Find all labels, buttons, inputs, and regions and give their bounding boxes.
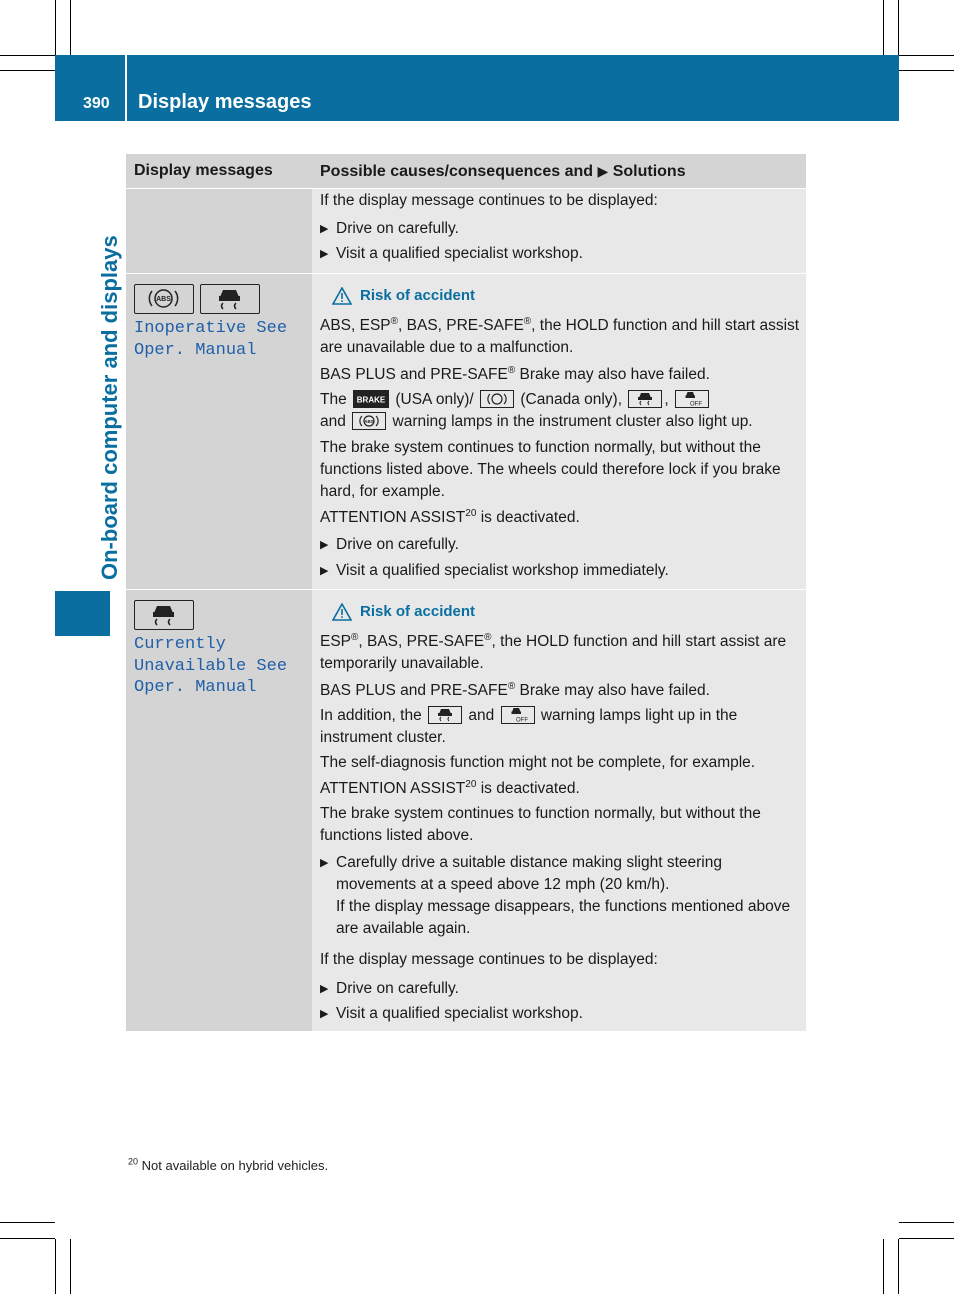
text: ESP [320, 633, 352, 650]
esp-skid-icon [200, 284, 260, 314]
registered-mark: ® [507, 364, 516, 376]
crop-mark [899, 70, 954, 71]
esp-off-icon [501, 706, 535, 724]
page-header [55, 55, 899, 121]
col-header-causes-text: Possible causes/consequences and [320, 162, 594, 180]
message-cell [126, 590, 312, 1031]
paragraph [320, 705, 800, 749]
abs-warning-icon [134, 284, 194, 314]
text: and [468, 707, 495, 724]
text: The [320, 391, 347, 408]
crop-mark [0, 55, 55, 56]
footnote-number: 20 [128, 1156, 139, 1167]
list-item [320, 1003, 800, 1025]
triangle-right-icon: ▶ [597, 162, 609, 179]
table-row [126, 589, 806, 1031]
text: Brake may also have failed. [515, 682, 710, 699]
text: , BAS, PRE-SAFE [398, 317, 524, 334]
page-number: 390 [83, 95, 110, 112]
text: (Canada only), [520, 391, 623, 408]
list-item [320, 560, 800, 582]
message-text: Unavailable See [134, 656, 288, 676]
message-cell [126, 274, 312, 589]
esp-skid-icon [134, 600, 194, 630]
paragraph [320, 315, 800, 359]
esp-skid-icon [628, 390, 662, 408]
message-text: Currently [134, 635, 226, 654]
col-header-causes [312, 160, 806, 183]
text: ATTENTION ASSIST [320, 780, 466, 797]
crop-mark [55, 0, 56, 55]
bullet-arrow-icon: ▶ [320, 1008, 329, 1020]
section-title-vertical: On-board computer and displays [97, 235, 122, 580]
paragraph: If the display message continues to be displayed: [320, 951, 658, 968]
footnote-ref: 20 [465, 507, 477, 519]
brake-warning-icon [353, 390, 389, 408]
crop-mark [898, 1239, 899, 1294]
crop-mark [0, 70, 55, 71]
table-row [126, 273, 806, 589]
footnote [128, 1158, 328, 1173]
warning-text: Risk of accident [360, 603, 476, 620]
message-icons [134, 600, 312, 630]
list-item-text: Visit a qualified specialist workshop immediately. [336, 562, 669, 579]
text: ABS, ESP [320, 317, 391, 334]
paragraph [320, 364, 800, 386]
brake-icon-text: BRAKE [356, 395, 386, 405]
crop-mark [0, 1222, 55, 1223]
text: In addition, the [320, 707, 422, 724]
list-item-text: Drive on carefully. [336, 536, 459, 553]
abs-icon-text: ABS [364, 419, 374, 424]
paragraph: The brake system continues to function normally, but without the functions listed above. [320, 805, 761, 844]
solution-cell [312, 189, 806, 273]
paragraph [320, 507, 800, 529]
text: (USA only)/ [395, 391, 474, 408]
list-item-text [336, 852, 800, 940]
message-icons [134, 284, 312, 314]
warning-text: Risk of accident [360, 287, 476, 304]
bullet-arrow-icon: ▶ [320, 857, 329, 869]
list-item-text: Visit a qualified specialist workshop. [336, 1005, 583, 1022]
warning-heading [320, 601, 800, 623]
crop-mark [899, 55, 954, 56]
abs-warning-icon [352, 412, 386, 430]
bullet-arrow-icon: ▶ [320, 539, 329, 551]
esp-off-icon [675, 390, 709, 408]
brake-circle-icon [480, 390, 514, 408]
col-header-solutions-text: Solutions [612, 162, 686, 180]
crop-mark [899, 1238, 954, 1239]
table-header [126, 154, 806, 188]
message-text: Oper. Manual [134, 340, 257, 360]
crop-mark [898, 0, 899, 55]
warning-triangle-icon [332, 603, 352, 621]
col-header-display-messages: Display messages [134, 162, 273, 179]
crop-mark [55, 1239, 56, 1294]
paragraph [320, 631, 800, 675]
paragraph [320, 680, 800, 702]
bullet-arrow-icon: ▶ [320, 983, 329, 995]
paragraph [320, 389, 800, 433]
text: is deactivated. [476, 780, 580, 797]
list-item-text: Drive on carefully. [336, 980, 459, 997]
text: is deactivated. [476, 509, 580, 526]
list-item [320, 978, 800, 1000]
warning-heading [320, 285, 800, 307]
paragraph: If the display message continues to be displayed: [320, 192, 658, 209]
bullet-arrow-icon: ▶ [320, 223, 329, 235]
registered-mark: ® [523, 315, 532, 327]
list-item [320, 243, 800, 265]
crop-mark [883, 0, 884, 55]
text: , [664, 391, 669, 408]
registered-mark: ® [484, 631, 492, 643]
text: BAS PLUS and PRE-SAFE [320, 366, 508, 383]
crop-mark [0, 1238, 55, 1239]
crop-mark [899, 1222, 954, 1223]
registered-mark: ® [390, 315, 399, 327]
list-item-text: Drive on carefully. [336, 220, 459, 237]
header-divider [125, 55, 127, 121]
esp-skid-icon [428, 706, 462, 724]
text: warning lamps in the instrument cluster also light up. [392, 413, 753, 430]
solution-cell [312, 274, 806, 589]
bullet-arrow-icon: ▶ [320, 565, 329, 577]
registered-mark: ® [351, 631, 359, 643]
text: warning lamps light up in the instrument cluster. [320, 707, 738, 746]
message-text: Oper. Manual [134, 678, 257, 697]
list-item-text: Visit a qualified specialist workshop. [336, 245, 583, 262]
bullet-arrow-icon: ▶ [320, 248, 329, 260]
list-item [320, 852, 800, 940]
crop-mark [883, 1239, 884, 1294]
display-messages-table [126, 154, 806, 1031]
abs-icon-text: ABS [156, 296, 171, 303]
list-item [320, 534, 800, 556]
message-text: Inoperative See [134, 319, 288, 338]
text: BAS PLUS and PRE-SAFE [320, 682, 508, 699]
list-item [320, 218, 800, 240]
solution-cell [312, 590, 806, 1031]
text: , BAS, PRE-SAFE [358, 633, 485, 650]
crop-mark [70, 1239, 71, 1294]
off-icon-text: OFF [515, 717, 528, 723]
footnote-text: Not available on hybrid vehicles. [141, 1158, 329, 1173]
message-cell [126, 189, 312, 273]
page-title: Display messages [138, 91, 312, 113]
list-item-line: If the display message disappears, the functions mentioned above are available again. [336, 898, 791, 937]
paragraph: The brake system continues to function normally, but without the functions listed above. The wheels could therefore lock if you brake hard, for example. [320, 439, 781, 500]
registered-mark: ® [507, 680, 516, 692]
text: , the HOLD function and hill start assist are temporarily unavailable. [320, 633, 787, 672]
crop-mark [70, 0, 71, 55]
paragraph: The self-diagnosis function might not be complete, for example. [320, 754, 756, 771]
footnote-ref: 20 [465, 778, 477, 790]
table-row [126, 188, 806, 273]
off-icon-text: OFF [689, 401, 702, 407]
side-tab [55, 591, 110, 636]
text: Brake may also have failed. [515, 366, 710, 383]
text: , the HOLD function and hill start assist are unavailable due to a malfunction. [320, 317, 800, 356]
paragraph [320, 778, 800, 800]
list-item-line: Carefully drive a suitable distance making slight steering movements at a speed above 12 mph (20 km/h). [336, 854, 722, 893]
text: ATTENTION ASSIST [320, 509, 466, 526]
warning-triangle-icon [332, 287, 352, 305]
text: and [320, 413, 346, 430]
